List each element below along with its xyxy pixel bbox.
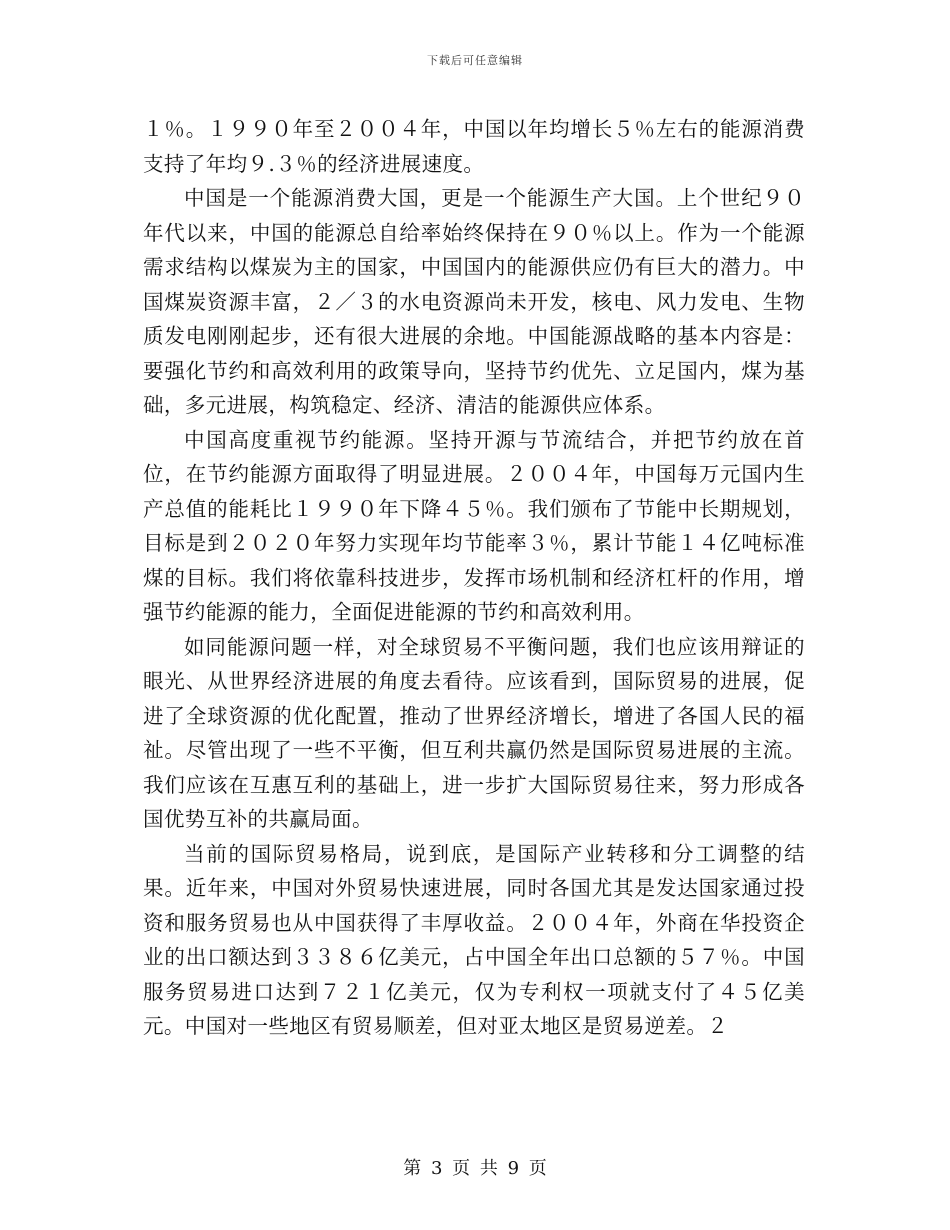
page-number-footer: 第 3 页 共 9 页 (403, 1158, 547, 1179)
paragraph-1: １％。１９９０年至２００４年，中国以年均增长５％左右的能源消费支持了年均９.３％的经济进展速度。 (143, 117, 805, 176)
paragraph-4: 如同能源问题一样，对全球贸易不平衡问题，我们也应该用辩证的眼光、从世界经济进展的角度去看待。应该看到，国际贸易的进展，促进了全球资源的优化配置，推动了世界经济增长，增进了各国人民的福祉。尽管出现了一些不平衡，但互利共赢仍然是国际贸易进展的主流。我们应该在互惠互利的基础上，进一步扩大国际贸易往来，努力形成各国优势互补的共赢局面。 (143, 634, 805, 831)
paragraph-5: 当前的国际贸易格局，说到底，是国际产业转移和分工调整的结果。近年来，中国对外贸易快速进展，同时各国尤其是发达国家通过投资和服务贸易也从中国获得了丰厚收益。２００４年，外商在华投资企业的出口额达到３３８６亿美元，占中国全年出口总额的５７％。中国服务贸易进口达到７２１亿美元，仅为专利权一项就支付了４５亿美元。中国对一些地区有贸易顺差，但对亚太地区是贸易逆差。２ (143, 841, 805, 1038)
page-header: 下载后可任意编辑 (427, 54, 523, 67)
paragraph-2: 中国是一个能源消费大国，更是一个能源生产大国。上个世纪９０年代以来，中国的能源总自给率始终保持在９０％以上。作为一个能源需求结构以煤炭为主的国家，中国国内的能源供应仍有巨大的潜力。中国煤炭资源丰富，２／３的水电资源尚未开发，核电、风力发电、生物质发电刚刚起步，还有很大进展的余地。中国能源战略的基本内容是：要强化节约和高效利用的政策导向，坚持节约优先、立足国内，煤为基础，多元进展，构筑稳定、经济、清洁的能源供应体系。 (143, 186, 805, 417)
paragraph-3: 中国高度重视节约能源。坚持开源与节流结合，并把节约放在首位，在节约能源方面取得了明显进展。２００４年，中国每万元国内生产总值的能耗比１９９０年下降４５％。我们颁布了节能中长期规划，目标是到２０２０年努力实现年均节能率３％，累计节能１４亿吨标准煤的目标。我们将依靠科技进步，发挥市场机制和经济杠杆的作用，增强节约能源的能力，全面促进能源的节约和高效利用。 (143, 427, 805, 624)
document-body (143, 112, 805, 1044)
